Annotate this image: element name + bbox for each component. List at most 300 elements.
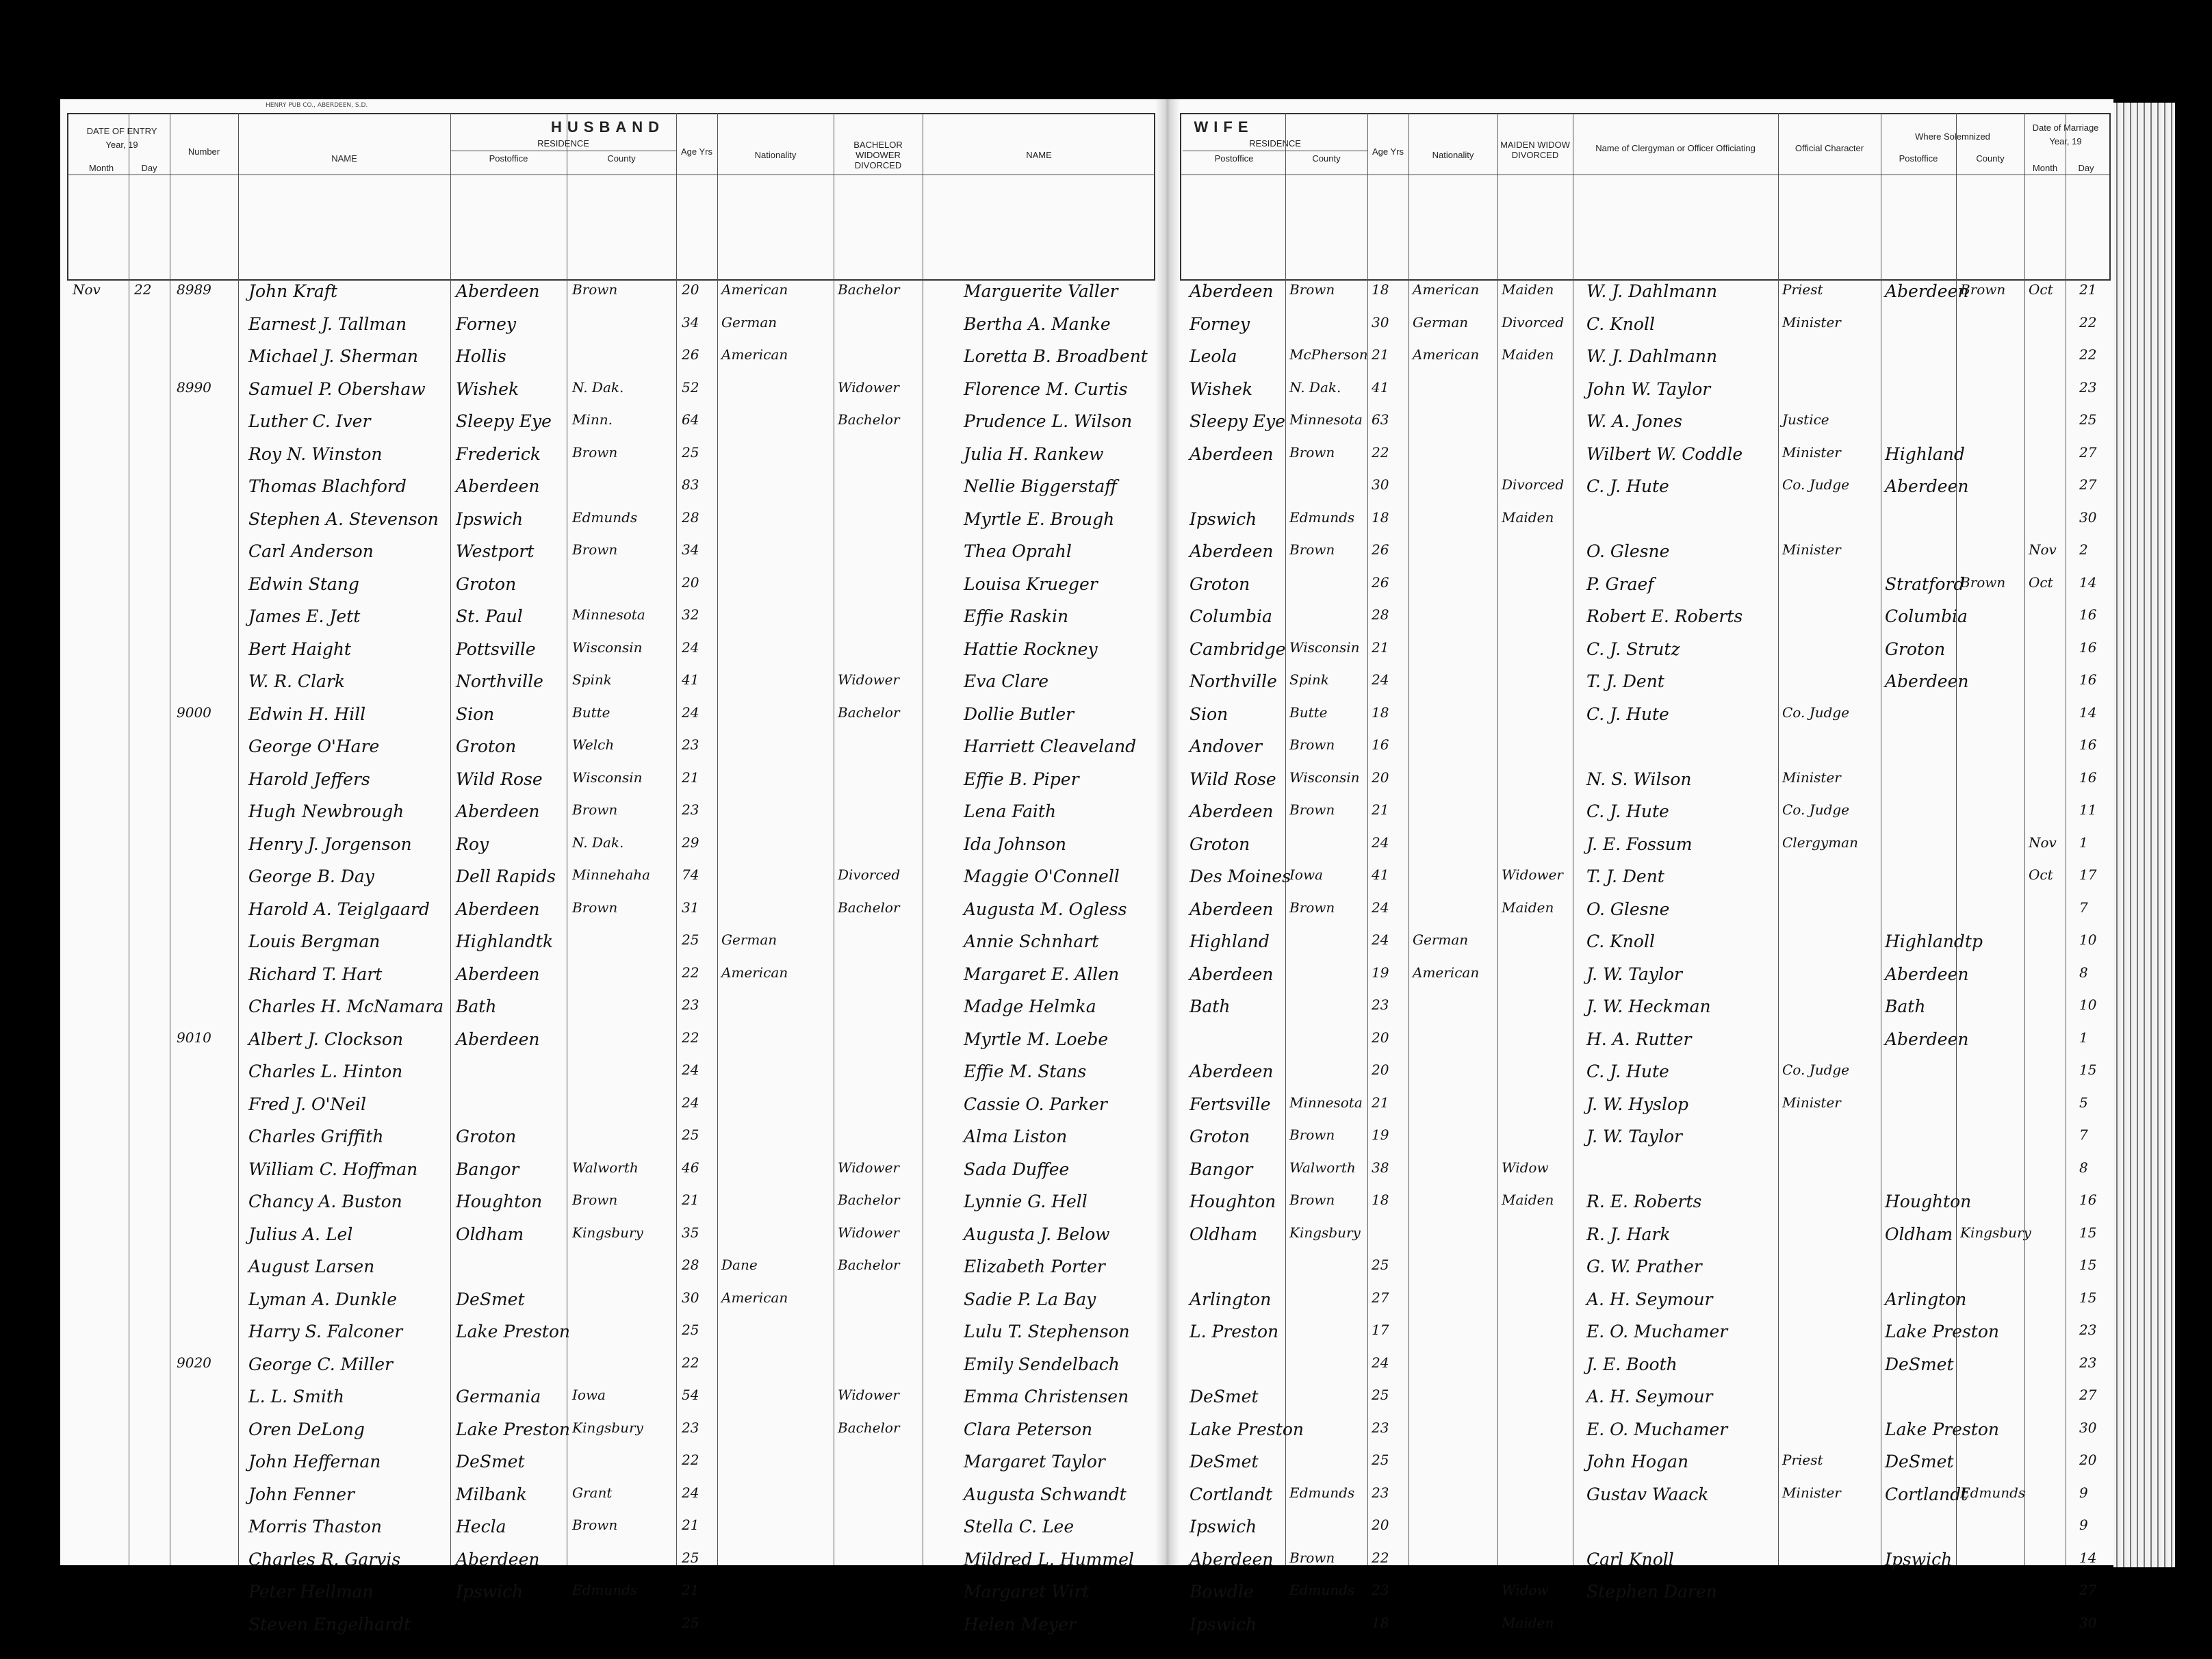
wife-county: McPherson: [1289, 346, 1368, 363]
wife-postoffice-header: Postoffice: [1214, 153, 1254, 164]
husband-age: 25: [682, 1322, 699, 1338]
husband-county: Iowa: [572, 1387, 606, 1403]
husband-age: 20: [682, 281, 699, 298]
solemnized-county: Kingsbury: [1960, 1224, 2031, 1241]
table-row: [60, 1578, 2113, 1610]
table-row: [60, 537, 2113, 570]
solemnized-postoffice: Cortlandt: [1885, 1484, 1968, 1504]
wife-name: Ida Johnson: [964, 834, 1066, 854]
solemnized-postoffice: DeSmet: [1885, 1354, 1954, 1374]
husband-postoffice: Westport: [456, 541, 535, 561]
husband-age: 28: [682, 1257, 699, 1273]
wife-age: 38: [1372, 1159, 1389, 1176]
official-character: Minister: [1782, 313, 1841, 331]
entry-number: 9020: [177, 1354, 211, 1371]
husband-age: 35: [682, 1224, 699, 1241]
marriage-day: 27: [2079, 1387, 2097, 1403]
wife-age: 21: [1372, 639, 1389, 656]
wife-age: 25: [1372, 1387, 1389, 1403]
husband-postoffice: Bangor: [456, 1159, 519, 1179]
husband-postoffice: Aberdeen: [456, 964, 540, 984]
wife-name-header: NAME: [1026, 150, 1052, 160]
husband-age: 24: [682, 1484, 699, 1501]
husband-name: Hugh Newbrough: [248, 801, 404, 821]
clergyman: C. Knoll: [1586, 931, 1655, 951]
entry-month: Nov: [73, 281, 101, 298]
wife-age: 63: [1372, 411, 1389, 428]
marriage-month-header: Month: [2032, 163, 2058, 173]
husband-age: 22: [682, 1354, 699, 1371]
table-row: [60, 927, 2113, 960]
husband-age: 24: [682, 639, 699, 656]
husband-age: 30: [682, 1289, 699, 1306]
husband-nationality: American: [721, 964, 788, 981]
wife-age: 25: [1372, 1257, 1389, 1273]
table-row: [60, 1610, 2113, 1643]
husband-postoffice: Sion: [456, 704, 495, 724]
wife-name: Thea Oprahl: [964, 541, 1072, 561]
wife-postoffice: Arlington: [1189, 1289, 1272, 1309]
table-row: [60, 1350, 2113, 1383]
wife-name: Alma Liston: [964, 1127, 1068, 1146]
husband-county: Spink: [572, 671, 612, 688]
husband-name: Stephen A. Stevenson: [248, 509, 439, 529]
husband-postoffice: Hecla: [456, 1517, 506, 1536]
table-row: [60, 992, 2113, 1025]
wife-age: 24: [1372, 834, 1389, 851]
wife-age: 23: [1372, 996, 1389, 1013]
clergyman: A. H. Seymour: [1586, 1289, 1713, 1309]
husband-name: William C. Hoffman: [248, 1159, 418, 1179]
husband-postoffice: Northville: [456, 671, 543, 691]
table-row: [60, 1513, 2113, 1545]
husband-name: Edwin Stang: [248, 574, 359, 594]
husband-age: 21: [682, 1582, 699, 1598]
official-character: Minister: [1782, 1094, 1841, 1111]
marriage-day: 16: [2079, 769, 2097, 786]
wife-county: N. Dak.: [1289, 378, 1341, 396]
husband-name: Edwin H. Hill: [248, 704, 366, 724]
wife-name: Julia H. Rankew: [964, 443, 1104, 464]
wife-age: 24: [1372, 899, 1389, 916]
wife-postoffice: DeSmet: [1189, 1387, 1259, 1406]
wife-county: Edmunds: [1289, 1484, 1355, 1501]
wife-age: 19: [1372, 964, 1389, 981]
clergyman: E. O. Muchamer: [1586, 1419, 1728, 1439]
husband-name: Lyman A. Dunkle: [248, 1289, 398, 1309]
wife-postoffice: Aberdeen: [1189, 541, 1274, 561]
marriage-day: 23: [2079, 1354, 2097, 1371]
official-character: Minister: [1782, 541, 1841, 558]
husband-name: George C. Miller: [248, 1354, 393, 1374]
husband-county-header: County: [607, 153, 636, 164]
husband-county: Wisconsin: [572, 769, 643, 786]
husband-postoffice: Houghton: [456, 1192, 543, 1211]
official-character: Priest: [1782, 1452, 1823, 1468]
wife-name: Sadie P. La Bay: [964, 1289, 1096, 1309]
husband-name: Harry S. Falconer: [248, 1322, 403, 1341]
clergyman: O. Glesne: [1586, 899, 1670, 919]
husband-postoffice: Bath: [456, 996, 497, 1016]
husband-postoffice: Germania: [456, 1387, 541, 1406]
wife-name: Effie B. Piper: [964, 769, 1079, 789]
table-row: [60, 732, 2113, 765]
wife-postoffice: Aberdeen: [1189, 801, 1274, 821]
husband-age: 26: [682, 346, 699, 363]
husband-postoffice: St. Paul: [456, 606, 523, 626]
marriage-day: 22: [2079, 313, 2097, 331]
marriage-month: Oct: [2029, 574, 2053, 591]
wife-status: Maiden: [1502, 509, 1554, 526]
wife-age: 24: [1372, 1354, 1389, 1371]
husband-county: N. Dak.: [572, 378, 624, 396]
table-row: [60, 1057, 2113, 1090]
wife-postoffice: Ipswich: [1189, 509, 1257, 529]
husband-postoffice: Frederick: [456, 443, 541, 464]
husband-name: Roy N. Winston: [248, 443, 383, 464]
husband-nationality-header: Nationality: [754, 150, 797, 160]
wife-name: Annie Schnhart: [964, 931, 1099, 951]
marriage-day: 2: [2079, 541, 2088, 558]
marriage-day: 10: [2079, 931, 2097, 948]
marriage-day: 15: [2079, 1257, 2097, 1273]
solemnized-postoffice: Aberdeen: [1885, 964, 1969, 984]
wife-county: Edmunds: [1289, 509, 1355, 526]
husband-age: 52: [682, 378, 699, 396]
wife-age: 22: [1372, 443, 1389, 461]
clergyman: C. J. Strutz: [1586, 639, 1680, 659]
wife-name: Augusta J. Below: [964, 1224, 1110, 1244]
husband-name: George B. Day: [248, 866, 374, 886]
husband-postoffice: Oldham: [456, 1224, 524, 1244]
wife-postoffice: Leola: [1189, 346, 1237, 366]
husband-nationality: American: [721, 281, 788, 298]
marriage-day: 15: [2079, 1289, 2097, 1306]
wife-postoffice: Sion: [1189, 704, 1229, 724]
wife-postoffice: Aberdeen: [1189, 899, 1274, 919]
solemnized-postoffice: Aberdeen: [1885, 281, 1969, 301]
husband-name: Steven Engelhardt: [248, 1614, 411, 1634]
clergyman: Stephen Daren: [1586, 1582, 1717, 1602]
table-row: [60, 1187, 2113, 1220]
husband-name: John Heffernan: [248, 1452, 381, 1471]
wife-nationality: American: [1413, 346, 1480, 363]
page-edges: [2113, 103, 2175, 1567]
clergyman: John W. Taylor: [1586, 378, 1711, 399]
clergyman: Robert E. Roberts: [1586, 606, 1743, 626]
wife-age: 21: [1372, 801, 1389, 818]
clergyman: J. W. Hyslop: [1586, 1094, 1688, 1114]
husband-nationality: American: [721, 1289, 788, 1306]
wife-postoffice: Lake Preston: [1189, 1419, 1304, 1439]
wife-age: 19: [1372, 1127, 1389, 1143]
husband-county: Brown: [572, 443, 618, 461]
solemnized-postoffice: Groton: [1885, 639, 1946, 659]
husband-age: 31: [682, 899, 699, 916]
wife-name: Bertha A. Manke: [964, 313, 1111, 334]
marriage-day: 11: [2079, 801, 2097, 818]
wife-age: 20: [1372, 769, 1389, 786]
husband-name: Oren DeLong: [248, 1419, 365, 1439]
wife-name: Augusta M. Ogless: [964, 899, 1127, 919]
solemnized-postoffice: Arlington: [1885, 1289, 1967, 1309]
husband-county: Brown: [572, 1517, 618, 1533]
wife-age: 25: [1372, 1452, 1389, 1468]
table-row: [60, 1220, 2113, 1253]
husband-name: Henry J. Jorgenson: [248, 834, 412, 854]
wife-postoffice: Groton: [1189, 574, 1250, 594]
husband-age: 25: [682, 1614, 699, 1631]
marriage-day: 14: [2079, 704, 2097, 721]
clergyman: R. J. Hark: [1586, 1224, 1671, 1244]
wife-age: 26: [1372, 574, 1389, 591]
wife-name: Loretta B. Broadbent: [964, 346, 1148, 366]
wife-name: Elizabeth Porter: [964, 1257, 1105, 1276]
clergyman: P. Graef: [1586, 574, 1654, 594]
marriage-day: 7: [2079, 1127, 2088, 1143]
husband-name: Charles R. Garvis: [248, 1549, 401, 1569]
wife-name: Eva Clare: [964, 671, 1049, 691]
wife-age: 28: [1372, 606, 1389, 623]
clergyman-header: Name of Clergyman or Officer Officiating: [1595, 143, 1756, 153]
husband-nationality: Dane: [721, 1257, 758, 1273]
husband-postoffice: Ipswich: [456, 1582, 524, 1602]
wife-name: Madge Helmka: [964, 996, 1096, 1016]
wife-county: Brown: [1289, 1127, 1335, 1143]
wife-name: Augusta Schwandt: [964, 1484, 1127, 1504]
wife-name: Lena Faith: [964, 801, 1057, 821]
table-row: [60, 407, 2113, 440]
table-row: [60, 1415, 2113, 1448]
marriage-day: 8: [2079, 964, 2088, 981]
husband-age: 24: [682, 1062, 699, 1078]
wife-status: Widow: [1502, 1159, 1549, 1176]
marriage-month: Oct: [2029, 281, 2053, 298]
wife-county: Butte: [1289, 704, 1328, 721]
husband-status: Divorced: [838, 866, 901, 883]
clergyman: W. J. Dahlmann: [1586, 281, 1718, 301]
header-left: [67, 113, 1155, 281]
husband-age: 21: [682, 769, 699, 786]
husband-name: Charles Griffith: [248, 1127, 384, 1146]
wife-postoffice: Ipswich: [1189, 1517, 1257, 1536]
marriage-day: 15: [2079, 1224, 2097, 1241]
wife-name: Myrtle M. Loebe: [964, 1029, 1109, 1049]
wife-postoffice: Houghton: [1189, 1192, 1276, 1211]
wife-postoffice: Aberdeen: [1189, 281, 1274, 301]
wife-postoffice: Northville: [1189, 671, 1277, 691]
wife-county-header: County: [1312, 153, 1341, 164]
official-character: Clergyman: [1782, 834, 1858, 851]
wife-county: Minnesota: [1289, 411, 1363, 428]
wife-name: Effie Raskin: [964, 606, 1069, 626]
husband-age: 23: [682, 996, 699, 1013]
husband-postoffice: Groton: [456, 1127, 517, 1146]
wife-name: Stella C. Lee: [964, 1517, 1075, 1536]
wife-name: Sada Duffee: [964, 1159, 1070, 1179]
husband-name: Julius A. Lel: [248, 1224, 353, 1244]
husband-postoffice-header: Postoffice: [489, 153, 528, 164]
marriage-day: 27: [2079, 443, 2097, 461]
solemnized-postoffice: Stratford: [1885, 574, 1965, 594]
solemnized-postoffice-header: Postoffice: [1899, 153, 1938, 164]
husband-county: Brown: [572, 281, 618, 298]
printer-imprint: HENRY PUB CO., ABERDEEN, S.D.: [266, 102, 368, 109]
husband-postoffice: Dell Rapids: [456, 866, 556, 886]
husband-age: 54: [682, 1387, 699, 1403]
wife-nationality: American: [1413, 964, 1480, 981]
wife-county: Edmunds: [1289, 1582, 1355, 1598]
husband-age: 41: [682, 671, 699, 688]
wife-postoffice: DeSmet: [1189, 1452, 1259, 1471]
husband-name: Peter Hellman: [248, 1582, 374, 1602]
wife-county: Iowa: [1289, 866, 1323, 883]
husband-county: N. Dak.: [572, 834, 624, 851]
clergyman: C. J. Hute: [1586, 801, 1669, 821]
clergyman: G. W. Prather: [1586, 1257, 1702, 1276]
wife-county: Minnesota: [1289, 1094, 1363, 1111]
husband-name: Michael J. Sherman: [248, 346, 418, 366]
husband-status: Widower: [838, 671, 899, 688]
wife-name: Margaret Wirt: [964, 1582, 1090, 1602]
wife-county: Brown: [1289, 736, 1335, 753]
husband-name: Morris Thaston: [248, 1517, 383, 1536]
husband-nationality: American: [721, 346, 788, 363]
clergyman: N. S. Wilson: [1586, 769, 1692, 789]
clergyman: J. W. Taylor: [1586, 1127, 1682, 1146]
husband-name: James E. Jett: [248, 606, 361, 626]
marriage-day: 30: [2079, 1614, 2097, 1631]
clergyman: J. W. Taylor: [1586, 964, 1682, 984]
clergyman: E. O. Muchamer: [1586, 1322, 1728, 1341]
wife-age: 18: [1372, 1614, 1389, 1631]
marriage-day: 21: [2079, 281, 2097, 298]
official-character: Co. Judge: [1782, 704, 1850, 721]
marriage-day-header: Day: [2078, 163, 2094, 173]
entry-year-header: Year, 19: [105, 140, 138, 150]
husband-county: Minnehaha: [572, 866, 651, 883]
solemnized-postoffice: Houghton: [1885, 1192, 1972, 1211]
husband-age: 21: [682, 1517, 699, 1533]
wife-postoffice: Des Moines: [1189, 866, 1291, 886]
husband-age: 74: [682, 866, 699, 883]
table-row: [60, 960, 2113, 993]
solemnized-postoffice: Columbia: [1885, 606, 1968, 626]
marriage-day: 16: [2079, 639, 2097, 656]
husband-age: 24: [682, 704, 699, 721]
wife-postoffice: Columbia: [1189, 606, 1272, 626]
table-row: [60, 570, 2113, 603]
table-row: [60, 440, 2113, 473]
husband-name: Fred J. O'Neil: [248, 1094, 367, 1114]
wife-postoffice: Groton: [1189, 834, 1250, 854]
ledger-page: [60, 99, 2113, 1634]
husband-age: 34: [682, 313, 699, 331]
wife-name: Lulu T. Stephenson: [964, 1322, 1130, 1341]
husband-county: Kingsbury: [572, 1224, 643, 1241]
husband-postoffice: DeSmet: [456, 1452, 525, 1471]
wife-county: Brown: [1289, 281, 1335, 298]
clergyman: H. A. Rutter: [1586, 1029, 1692, 1049]
wife-county: Brown: [1289, 1549, 1335, 1566]
husband-county: Grant: [572, 1484, 613, 1501]
wife-postoffice: Aberdeen: [1189, 964, 1274, 984]
marriage-month: Nov: [2029, 834, 2057, 851]
where-solemnized-header: Where Solemnized: [1915, 131, 1990, 142]
clergyman: C. Knoll: [1586, 313, 1655, 334]
official-character: Co. Judge: [1782, 801, 1850, 818]
husband-age: 25: [682, 1549, 699, 1566]
solemnized-postoffice: Oldham: [1885, 1224, 1953, 1244]
wife-county: Spink: [1289, 671, 1329, 688]
marriage-day: 10: [2079, 996, 2097, 1013]
wife-age: 41: [1372, 866, 1389, 883]
table-row: [60, 375, 2113, 408]
table-row: [60, 472, 2113, 505]
wife-status: Widow: [1502, 1582, 1549, 1598]
wife-age: 23: [1372, 1582, 1389, 1598]
wife-age: 18: [1372, 281, 1389, 298]
solemnized-postoffice: Highland: [1885, 443, 1965, 464]
table-row: [60, 1155, 2113, 1188]
wife-age: 20: [1372, 1517, 1389, 1533]
wife-status: Maiden: [1502, 1192, 1554, 1208]
marriage-day: 23: [2079, 1322, 2097, 1338]
wife-age: 16: [1372, 736, 1389, 753]
marriage-day: 27: [2079, 1582, 2097, 1598]
marriage-day: 8: [2079, 1159, 2088, 1176]
husband-postoffice: Lake Preston: [456, 1322, 570, 1341]
husband-name: John Kraft: [248, 281, 338, 301]
entry-number: 8989: [177, 281, 211, 298]
husband-age: 23: [682, 1419, 699, 1436]
table-row: [60, 1090, 2113, 1123]
wife-age: 27: [1372, 1289, 1389, 1306]
husband-age: 28: [682, 509, 699, 526]
wife-postoffice: Bangor: [1189, 1159, 1253, 1179]
official-character-header: Official Character: [1795, 143, 1864, 153]
husband-postoffice: Aberdeen: [456, 1549, 540, 1569]
wife-name: Helen Meyer: [964, 1614, 1077, 1634]
wife-status-header: MAIDEN WIDOW DIVORCED: [1500, 140, 1570, 160]
wife-status: Maiden: [1502, 346, 1554, 363]
marriage-day: 1: [2079, 1029, 2088, 1046]
wife-name: Maggie O'Connell: [964, 866, 1120, 886]
wife-age: 22: [1372, 1549, 1389, 1566]
husband-name: Harold A. Teiglgaard: [248, 899, 430, 919]
table-row: [60, 342, 2113, 375]
wife-age: 24: [1372, 931, 1389, 948]
husband-postoffice: Lake Preston: [456, 1419, 570, 1439]
wife-name: Emma Christensen: [964, 1387, 1129, 1406]
wife-postoffice: Aberdeen: [1189, 443, 1274, 464]
wife-age: 30: [1372, 313, 1389, 331]
table-row: [60, 895, 2113, 928]
husband-county: Minnesota: [572, 606, 645, 623]
husband-postoffice: Aberdeen: [456, 281, 540, 301]
date-of-marriage-header: Date of Marriage: [2032, 123, 2099, 133]
husband-county: Minn.: [572, 411, 613, 428]
wife-name: Florence M. Curtis: [964, 378, 1128, 399]
wife-postoffice: Bowdle: [1189, 1582, 1254, 1602]
husband-status: Bachelor: [838, 704, 900, 721]
table-row: [60, 1122, 2113, 1155]
marriage-day: 15: [2079, 1062, 2097, 1078]
solemnized-county-header: County: [1976, 153, 2005, 164]
wife-postoffice: Oldham: [1189, 1224, 1258, 1244]
husband-status: Bachelor: [838, 1419, 900, 1436]
date-of-entry-header: DATE OF ENTRY: [86, 126, 157, 136]
